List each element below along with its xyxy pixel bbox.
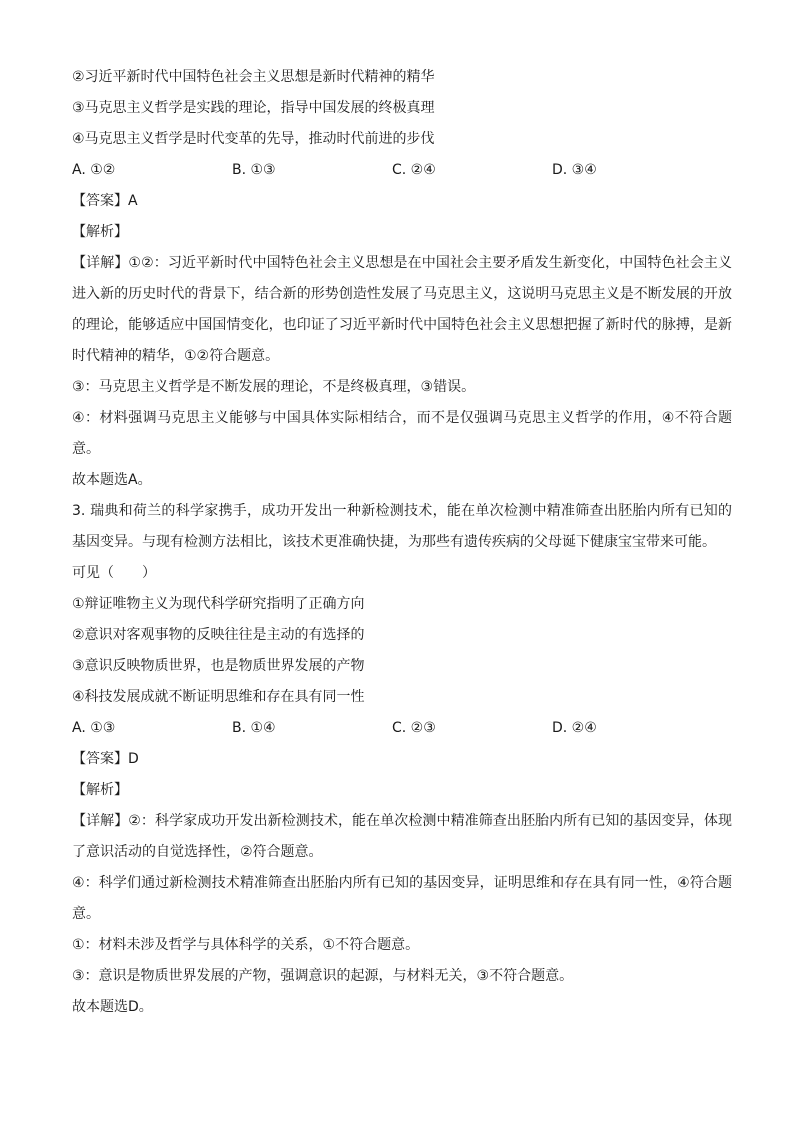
- q2-answer: 【答案】A: [72, 193, 138, 209]
- q3-stem: 3. 瑞典和荷兰的科学家携手，成功开发出一种新检测技术，能在单次检测中精准筛查出胚胎内所有已知的基因变异。与现有检测方法相比，该技术更准确快捷，为那些有遗传疾病的父母诞下健康宝宝带来可能。: [72, 503, 732, 550]
- document-page: [72, 62, 732, 1023]
- q2-statement-2: ②习近平新时代中国特色社会主义思想是新时代精神的精华: [72, 69, 435, 85]
- q3-statement-2: ②意识对客观事物的反映往往是主动的有选择的: [72, 627, 365, 643]
- q3-conclusion: 故本题选D。: [72, 999, 153, 1015]
- q3-option-a: A. ①③: [72, 720, 116, 736]
- q3-answer: 【答案】D: [72, 751, 139, 767]
- q3-option-d: D. ②④: [552, 720, 597, 736]
- q3-option-b: B. ①④: [232, 720, 276, 736]
- q2-option-a: A. ①②: [72, 162, 116, 178]
- q2-option-b: B. ①③: [232, 162, 276, 178]
- q2-option-c: C. ②④: [392, 162, 436, 178]
- q2-statement-3: ③马克思主义哲学是实践的理论，指导中国发展的终极真理: [72, 100, 435, 116]
- q3-statement-4: ④科技发展成就不断证明思维和存在具有同一性: [72, 689, 365, 705]
- q2-statement-4: ④马克思主义哲学是时代变革的先导，推动时代前进的步伐: [72, 131, 435, 147]
- q2-conclusion: 故本题选A。: [72, 472, 152, 488]
- q3-note-1: ①：材料未涉及哲学与具体科学的关系，①不符合题意。: [72, 937, 420, 953]
- q2-detail: 【详解】①②：习近平新时代中国特色社会主义思想是在中国社会主要矛盾发生新变化，中国特色社会主义进入新的历史时代的背景下，结合新的形势创造性发展了马克思主义，这说明马克思主义是不断发展的开放的理论，能够适应中国国情变化，也印证了习近平新时代中国特色社会主义思想把握了新时代的脉搏，是新时代精神的精华，①②符合题意。: [72, 255, 732, 364]
- q3-option-c: C. ②③: [392, 720, 436, 736]
- q2-option-d: D. ③④: [552, 162, 597, 178]
- q2-options: [72, 155, 732, 186]
- q3-statement-1: ①辩证唯物主义为现代科学研究指明了正确方向: [72, 596, 365, 612]
- q3-options: [72, 713, 732, 744]
- q2-analysis-heading: 【解析】: [72, 224, 128, 240]
- q3-analysis-heading: 【解析】: [72, 782, 128, 798]
- q3-stem-tail: 可见（ ）: [72, 565, 156, 581]
- q3-statement-3: ③意识反映物质世界，也是物质世界发展的产物: [72, 658, 365, 674]
- q3-note-4: ④：科学们通过新检测技术精准筛查出胚胎内所有已知的基因变异，证明思维和存在具有同一性，④符合题意。: [72, 875, 732, 922]
- q2-note-3: ③：马克思主义哲学是不断发展的理论，不是终极真理，③错误。: [72, 379, 476, 395]
- q2-note-4: ④：材料强调马克思主义能够与中国具体实际相结合，而不是仅强调马克思主义哲学的作用，④不符合题意。: [72, 410, 732, 457]
- q3-note-3: ③：意识是物质世界发展的产物，强调意识的起源，与材料无关，③不符合题意。: [72, 968, 574, 984]
- q3-detail: 【详解】②：科学家成功开发出新检测技术，能在单次检测中精准筛查出胚胎内所有已知的基因变异，体现了意识活动的自觉选择性，②符合题意。: [72, 813, 732, 860]
